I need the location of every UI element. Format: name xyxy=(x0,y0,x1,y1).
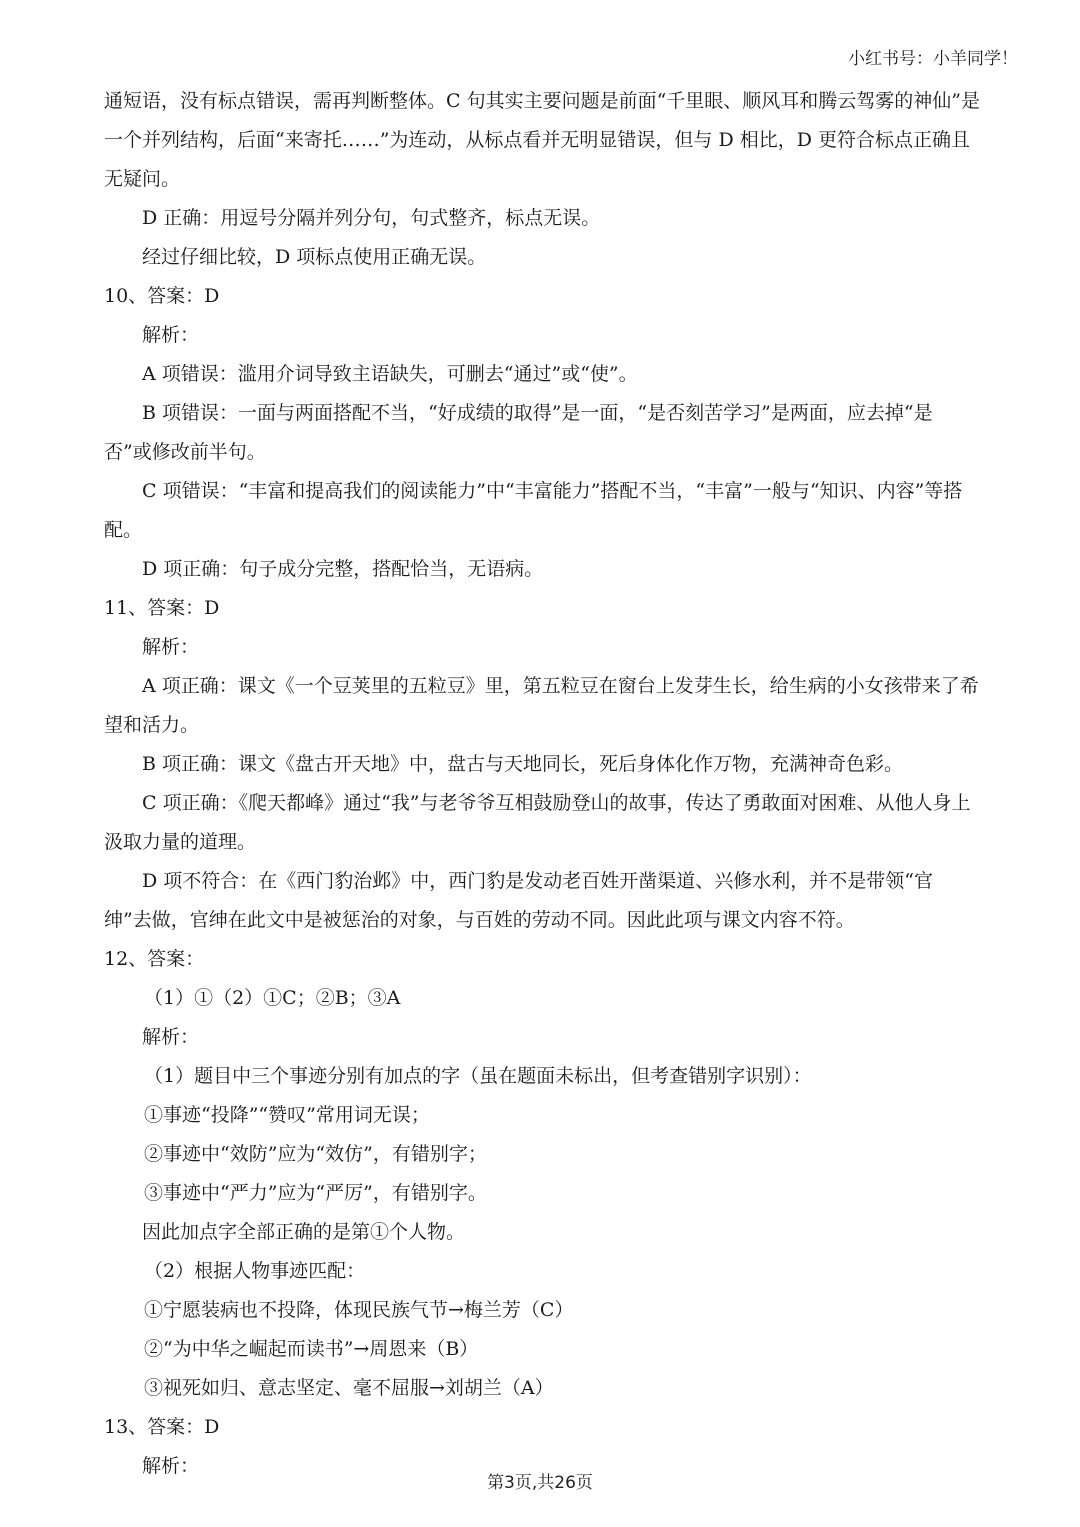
paragraph: B 项错误：一面与两面搭配不当，“好成绩的取得”是一面，“是否刻苦学习”是两面，应去掉“是否”或修改前半句。 xyxy=(104,402,933,463)
paragraph: ②事迹中“效防”应为“效仿”，有错别字； xyxy=(144,1143,487,1165)
watermark-text: 小红书号：小羊同学！ xyxy=(848,49,1018,69)
paragraph: （1）①（2）①C；②B；③A xyxy=(144,987,401,1009)
paragraph: C 项错误：“丰富和提高我们的阅读能力”中“丰富能力”搭配不当，“丰富”一般与“知识、内容”等搭配。 xyxy=(104,480,963,541)
paragraph: A 项正确：课文《一个豆荚里的五粒豆》里，第五粒豆在窗台上发芽生长，给生病的小女孩带来了希望和活力。 xyxy=(104,675,979,736)
paragraph: 解析： xyxy=(142,1455,200,1477)
document-body xyxy=(104,82,980,1486)
paragraph: 解析： xyxy=(142,1026,200,1048)
paragraph: D 项不符合：在《西门豹治邺》中，西门豹是发动老百姓开凿渠道、兴修水利，并不是带领“官绅”去做，官绅在此文中是被惩治的对象，与百姓的劳动不同。因此此项与课文内容不符。 xyxy=(104,870,933,931)
paragraph: 因此加点字全部正确的是第①个人物。 xyxy=(142,1221,466,1243)
paragraph: 通短语，没有标点错误，需再判断整体。C 句其实主要问题是前面“千里眼、顺风耳和腾云驾雾的神仙”是一个并列结构，后面“来寄托……”为连动，从标点看并无明显错误，但与 D 相比，D 更符合标点正确且无疑问。 xyxy=(104,90,981,190)
paragraph: 12、答案： xyxy=(104,948,205,970)
paragraph: 解析： xyxy=(142,324,200,346)
paragraph: ③视死如归、意志坚定、毫不屈服→刘胡兰（A） xyxy=(144,1377,554,1399)
paragraph: 13、答案：D xyxy=(104,1416,220,1438)
paragraph: D 项正确：句子成分完整，搭配恰当，无语病。 xyxy=(142,558,544,580)
paragraph: 经过仔细比较，D 项标点使用正确无误。 xyxy=(142,246,487,268)
paragraph: 10、答案：D xyxy=(104,285,220,307)
paragraph: D 正确：用逗号分隔并列分句，句式整齐，标点无误。 xyxy=(142,207,601,229)
paragraph: ③事迹中“严力”应为“严厉”，有错别字。 xyxy=(144,1182,487,1204)
paragraph: C 项正确：《爬天都峰》通过“我”与老爷爷互相鼓励登山的故事，传达了勇敢面对困难、从他人身上汲取力量的道理。 xyxy=(104,792,971,853)
paragraph: ①事迹“投降”“赞叹”常用词无误； xyxy=(144,1104,430,1126)
paragraph: 解析： xyxy=(142,636,200,658)
paragraph: B 项正确：课文《盘古开天地》中，盘古与天地同长，死后身体化作万物，充满神奇色彩。 xyxy=(142,753,904,775)
paragraph: ②“为中华之崛起而读书”→周恩来（B） xyxy=(144,1338,479,1360)
paragraph: （1）题目中三个事迹分别有加点的字（虽在题面未标出，但考查错别字识别）： xyxy=(144,1065,812,1087)
paragraph: （2）根据人物事迹匹配： xyxy=(144,1260,366,1282)
paragraph: ①宁愿装病也不投降，体现民族气节→梅兰芳（C） xyxy=(144,1299,574,1321)
paragraph: 11、答案：D xyxy=(104,597,220,619)
paragraph: A 项错误：滥用介词导致主语缺失，可删去“通过”或“使”。 xyxy=(142,363,638,385)
page-number: 第3页,共26页 xyxy=(487,1473,593,1493)
